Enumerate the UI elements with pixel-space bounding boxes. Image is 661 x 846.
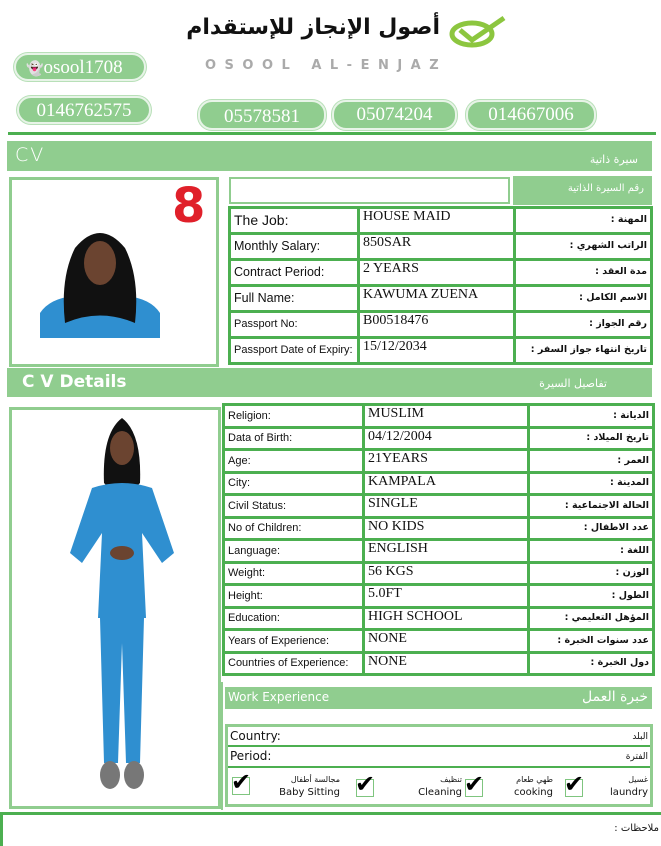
field-label-ar: الحالة الاجتماعية : [529,495,654,518]
phone-1[interactable]: 0146762575 [17,96,151,124]
table-row [224,427,654,450]
table-row [230,208,652,234]
field-label: Weight: [224,562,364,585]
table-row [230,260,652,286]
field-label-ar: الوزن : [529,562,654,585]
cv-title-ar: سيرة ذاتية [589,153,638,166]
field-label: Monthly Salary: [230,234,359,260]
field-value: 5.0FT [364,585,529,608]
snapchat-badge[interactable] [14,53,146,81]
phone-4[interactable]: 014667006 [466,100,596,130]
header-divider [8,132,656,135]
country-label-ar: البلد [632,732,648,742]
field-label: No of Children: [224,517,364,540]
skill-label-en: Baby Sitting [279,787,340,798]
table-row [224,652,654,675]
portrait-photo [40,218,160,338]
logo-check-icon [448,14,508,48]
field-value: HOUSE MAID [359,208,515,234]
field-label: Language: [224,540,364,563]
field-label-ar: مدة العقد : [515,260,652,286]
field-label: Age: [224,450,364,473]
table-row [224,405,654,428]
field-label-ar: اللغة : [529,540,654,563]
checkmark-icon: ✔ [464,770,485,798]
work-experience-box [225,724,653,807]
work-title: Work Experience [228,690,330,704]
field-label-ar: دول الخبرة : [529,652,654,675]
field-value: B00518476 [359,312,515,338]
field-label-ar: عدد الاطفال : [529,517,654,540]
cv-number-label-ar: رقم السيرة الذاتية [513,176,652,205]
skill-label-en: laundry [610,787,648,798]
skill-label [610,773,648,799]
checkmark-icon: ✔ [231,768,252,796]
field-label: The Job: [230,208,359,234]
field-label-ar: رقم الجواز : [515,312,652,338]
details-table [222,403,655,676]
table-row [224,450,654,473]
field-label: Education: [224,607,364,630]
phone-2[interactable]: 05578581 [198,100,326,130]
work-experience-bar [225,687,652,709]
field-value: KAMPALA [364,472,529,495]
skill-label [279,773,340,799]
phone-3[interactable]: 05074204 [332,100,457,130]
field-label: Countries of Experience: [224,652,364,675]
field-label-ar: تاريخ الميلاد : [529,427,654,450]
field-label-ar: عدد سنوات الخبرة : [529,630,654,653]
country-row [228,727,650,747]
field-value: NONE [364,630,529,653]
skill-label-en: Cleaning [418,787,462,798]
table-row [230,234,652,260]
field-value: NO KIDS [364,517,529,540]
skill-label-ar: مجالسة أطفال [290,775,340,784]
table-row [224,562,654,585]
skill-label [418,773,462,799]
skill-label-ar: تنظيف [440,775,462,784]
field-label: Data of Birth: [224,427,364,450]
full-body-photo [62,413,182,803]
field-label: Civil Status: [224,495,364,518]
notes-label: ملاحظات : [614,823,659,834]
skill-checkbox[interactable] [231,768,252,796]
skill-label [514,773,553,799]
period-row [228,747,650,768]
table-row [230,286,652,312]
field-label: Height: [224,585,364,608]
info-table [228,206,653,365]
field-label: Religion: [224,405,364,428]
left-frame-line [221,682,223,810]
checkmark-icon: ✔ [355,770,376,798]
field-label-ar: الراتب الشهري : [515,234,652,260]
notes-divider [0,812,661,815]
period-label-ar: الفترة [625,752,648,762]
field-label-ar: المهنة : [515,208,652,234]
field-value: 21YEARS [364,450,529,473]
skill-label-ar: طهي طعام [516,775,553,784]
field-label: Passport Date of Expiry: [230,338,359,364]
skill-checkbox[interactable] [355,770,376,798]
notes-left-line [0,812,3,846]
table-row [224,495,654,518]
details-title: C V Details [22,372,127,392]
full-body-photo-frame [9,407,221,809]
country-label: Country: [230,729,281,743]
table-row [224,517,654,540]
field-value: ENGLISH [364,540,529,563]
skill-label-ar: غسيل [628,775,648,784]
table-row [230,338,652,364]
field-value: MUSLIM [364,405,529,428]
field-value: 850SAR [359,234,515,260]
table-row [230,312,652,338]
logo-english: OSOOL AL-ENJAZ [205,58,448,73]
snapchat-icon: 👻 [26,62,44,77]
cv-number-field[interactable] [229,177,510,204]
snapchat-handle: osool1708 [43,57,123,78]
table-row [224,472,654,495]
field-value: 56 KGS [364,562,529,585]
logo-arabic: أصول الإنجاز للإستقدام [186,15,440,40]
field-label-ar: المدينة : [529,472,654,495]
field-value: KAWUMA ZUENA [359,286,515,312]
cv-section-bar [7,141,652,171]
field-label: Contract Period: [230,260,359,286]
field-value: 15/12/2034 [359,338,515,364]
cv-title: CV [15,144,46,166]
skill-label-en: cooking [514,787,553,798]
checkmark-icon: ✔ [564,770,585,798]
field-label-ar: الاسم الكامل : [515,286,652,312]
table-row [224,585,654,608]
field-label: Years of Experience: [224,630,364,653]
field-value: 2 YEARS [359,260,515,286]
field-label-ar: المؤهل التعليمي : [529,607,654,630]
field-value: SINGLE [364,495,529,518]
table-row [224,607,654,630]
field-label-ar: تاريخ انتهاء جواز السفر : [515,338,652,364]
cv-number: 8 [172,178,206,234]
skill-checkbox[interactable] [464,770,485,798]
portrait-photo-frame [9,177,219,367]
field-value: HIGH SCHOOL [364,607,529,630]
field-label-ar: الديانة : [529,405,654,428]
period-label: Period: [230,749,272,763]
work-title-ar: خبرة العمل [582,689,648,705]
field-value: NONE [364,652,529,675]
details-title-ar: تفاصيل السيرة [539,377,607,390]
field-label-ar: الطول : [529,585,654,608]
field-label: Full Name: [230,286,359,312]
table-row [224,630,654,653]
field-label: Passport No: [230,312,359,338]
details-section-bar [7,368,652,397]
field-value: 04/12/2004 [364,427,529,450]
field-label-ar: العمر : [529,450,654,473]
skill-checkbox[interactable] [564,770,585,798]
field-label: City: [224,472,364,495]
table-row [224,540,654,563]
